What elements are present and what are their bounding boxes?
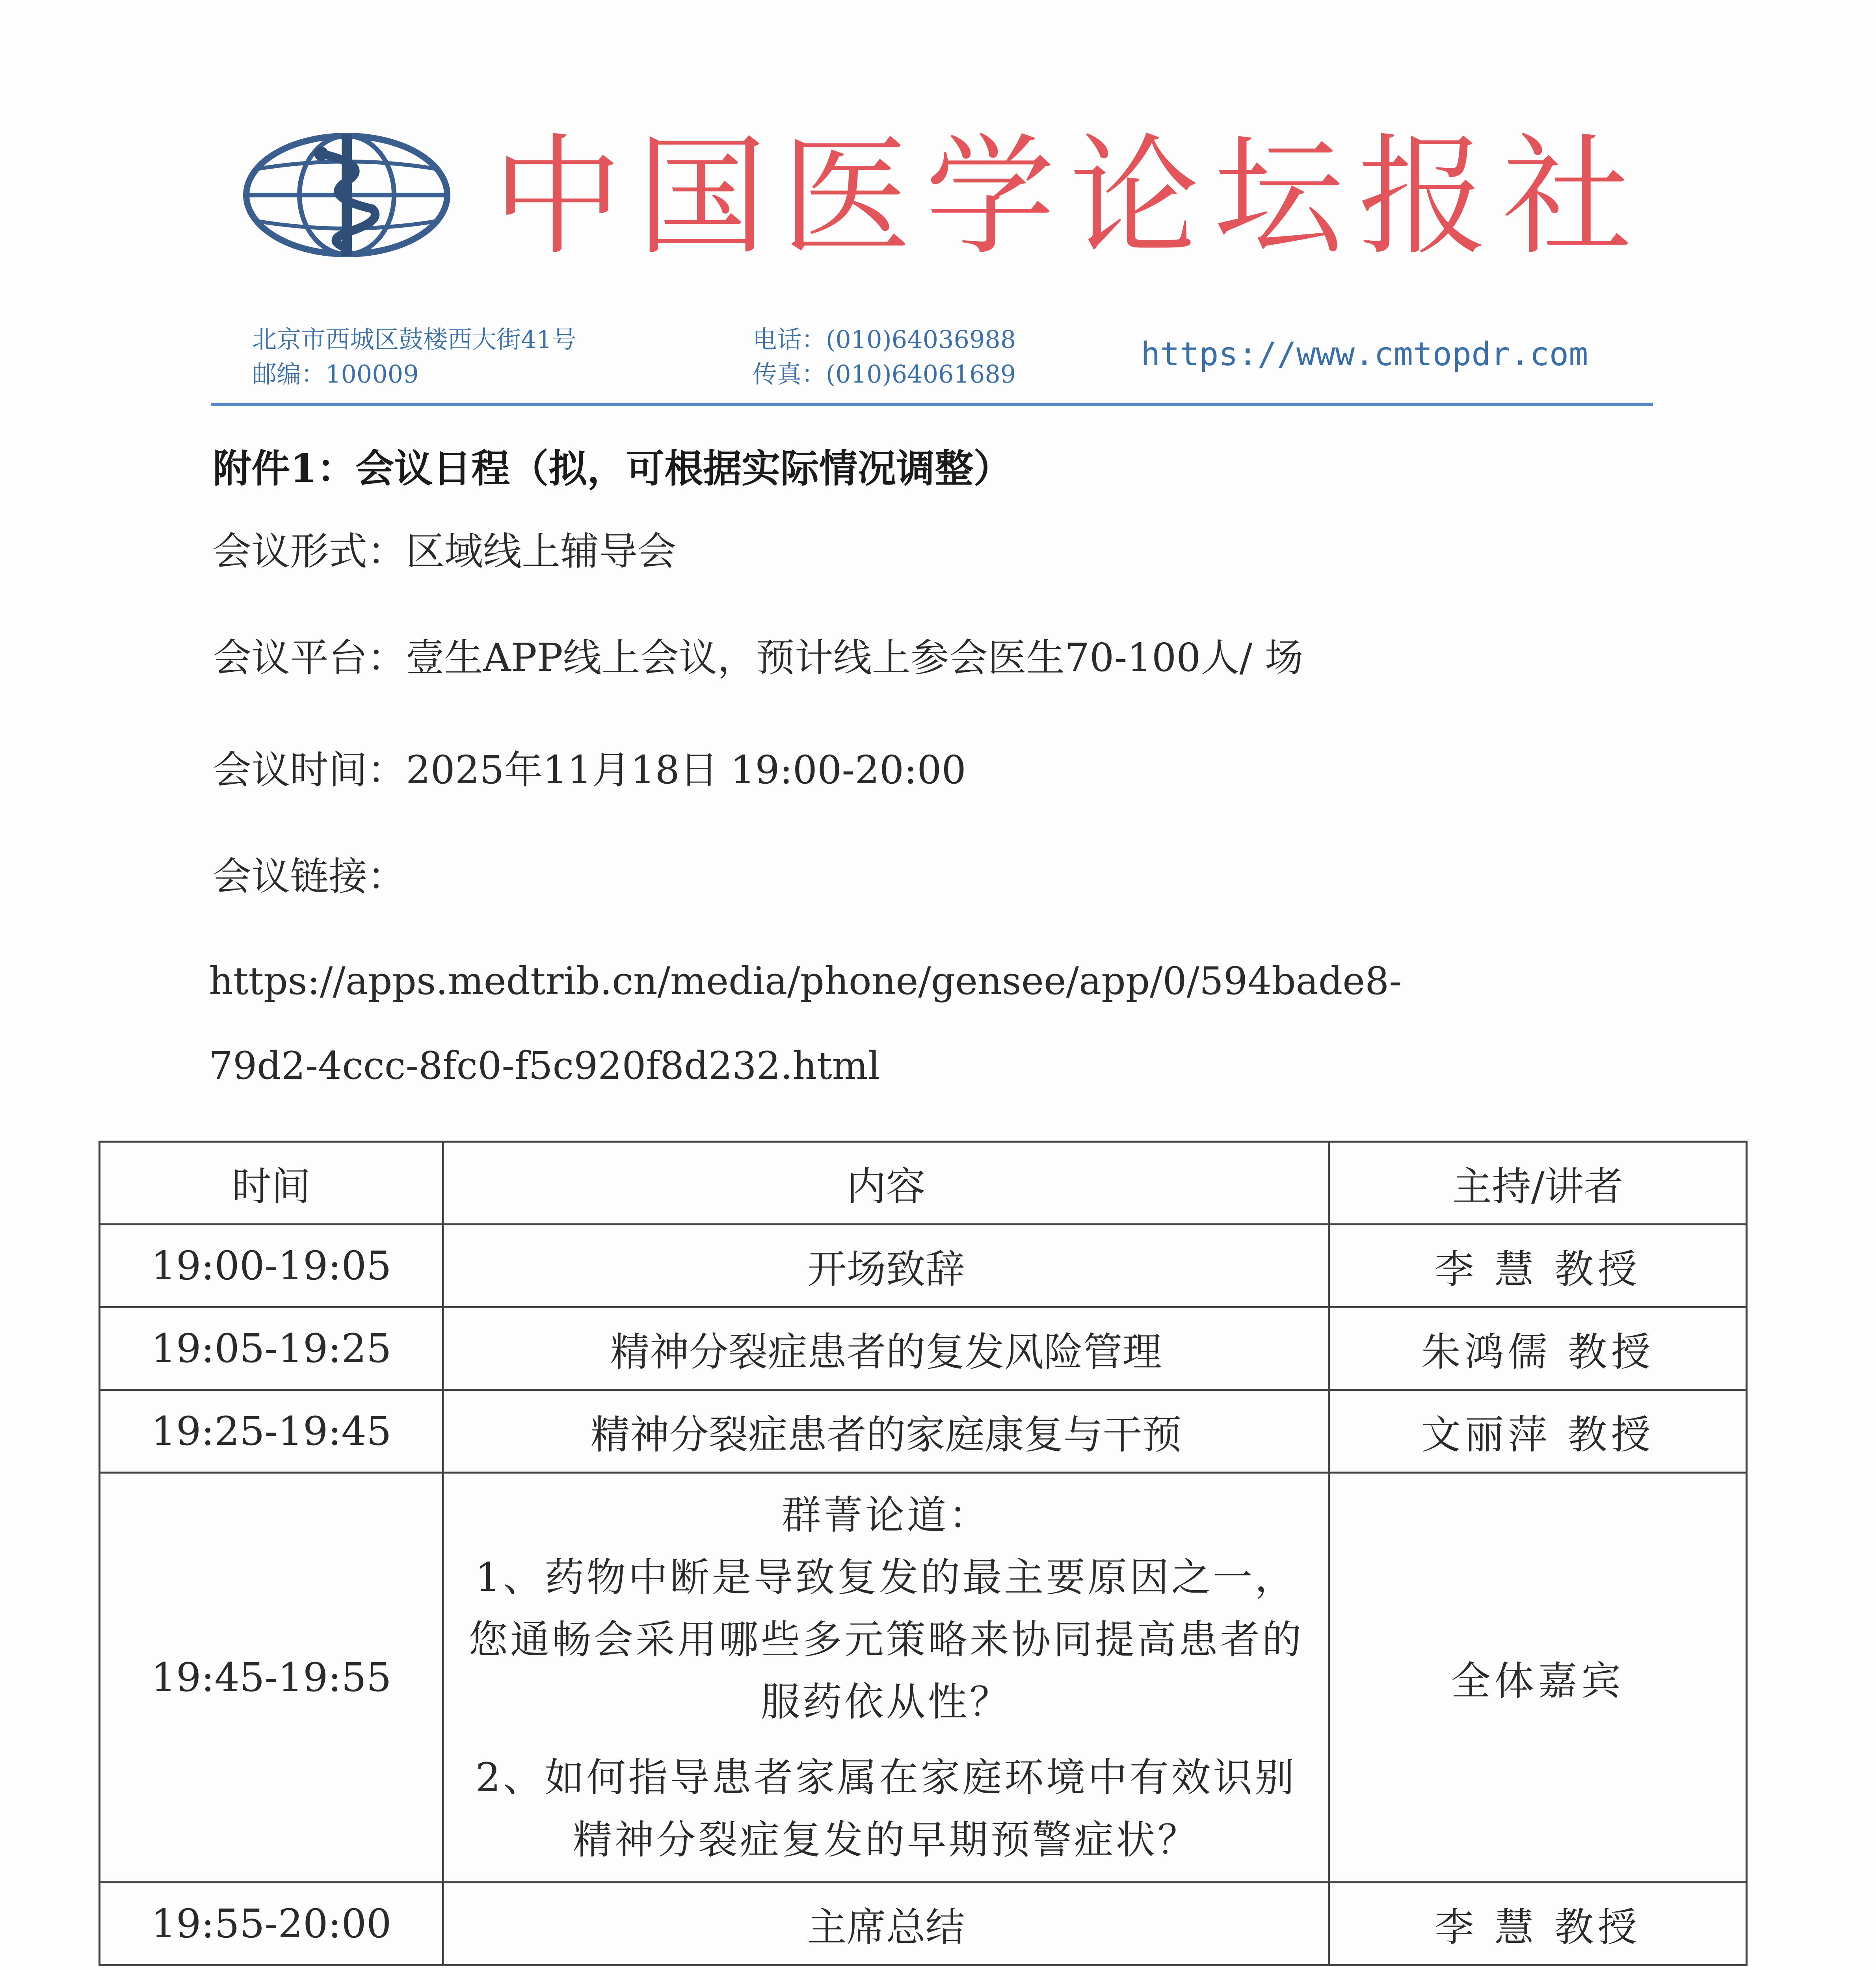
globe-caduceus-icon: [242, 130, 451, 260]
table-row: [100, 1390, 1747, 1473]
discussion-question-1: 1、药物中断是导致复发的最主要原因之一，您通畅会采用哪些多元策略来协同提高患者的服药依从性？: [468, 1554, 1304, 1725]
row-content: 精神分裂症患者的家庭康复与干预: [443, 1390, 1329, 1473]
meeting-time: 会议时间：2025年11月18日 19:00-20:00: [213, 748, 966, 793]
table-row: [100, 1473, 1747, 1883]
meeting-link-line-1[interactable]: https://apps.medtrib.cn/media/phone/gensee/app/0/594bade8-: [209, 959, 1402, 1003]
org-name: 中国医学论坛报社: [493, 121, 1646, 273]
row-time: 19:25-19:45: [100, 1390, 443, 1473]
contact-block: [753, 322, 1016, 392]
meeting-link-line-2[interactable]: 79d2-4ccc-8fc0-f5c920f8d232.html: [209, 1044, 880, 1088]
address-text: 北京市西城区鼓楼西大街41号: [252, 325, 576, 354]
meeting-platform: 会议平台：壹生APP线上会议，预计线上参会医生70-100人/ 场: [213, 636, 1303, 680]
row-time: 19:00-19:05: [100, 1225, 443, 1307]
website-link[interactable]: https://www.cmtopdr.com: [1141, 336, 1588, 373]
row-host: 全体嘉宾: [1329, 1473, 1747, 1883]
row-host: 李 慧 教授: [1329, 1883, 1747, 1965]
meeting-format: 会议形式：区域线上辅导会: [213, 529, 677, 574]
fax-text: 传真：(010)64061689: [753, 360, 1016, 388]
table-header-row: [100, 1142, 1747, 1225]
attachment-title: 附件1：会议日程（拟，可根据实际情况调整）: [213, 446, 1012, 491]
phone-text: 电话：(010)64036988: [753, 325, 1016, 354]
header-divider: [211, 403, 1653, 406]
row-content: 精神分裂症患者的复发风险管理: [443, 1307, 1329, 1390]
discussion-question-2: 2、如何指导患者家属在家庭环境中有效识别精神分裂症复发的早期预警症状？: [475, 1754, 1297, 1863]
table-row: [100, 1225, 1747, 1307]
row-host: 李 慧 教授: [1329, 1225, 1747, 1307]
row-host: 朱鸿儒 教授: [1329, 1307, 1747, 1390]
schedule-table: [99, 1141, 1748, 1966]
row-content: 主席总结: [443, 1883, 1329, 1965]
discussion-block: [444, 1478, 1328, 1877]
row-time: 19:45-19:55: [100, 1473, 443, 1883]
row-content: [443, 1473, 1329, 1883]
postcode-text: 邮编：100009: [252, 360, 419, 388]
address-block: [252, 322, 576, 392]
meeting-link-label: 会议链接：: [213, 854, 406, 899]
header-time: 时间: [100, 1142, 443, 1225]
row-content: 开场致辞: [443, 1225, 1329, 1307]
row-time: 19:55-20:00: [100, 1883, 443, 1965]
discussion-title: 群菁论道：: [781, 1492, 991, 1538]
row-host: 文丽萍 教授: [1329, 1390, 1747, 1473]
row-time: 19:05-19:25: [100, 1307, 443, 1390]
table-row: [100, 1883, 1747, 1965]
header-host: 主持/讲者: [1329, 1142, 1747, 1225]
header-content: 内容: [443, 1142, 1329, 1225]
table-row: [100, 1307, 1747, 1390]
